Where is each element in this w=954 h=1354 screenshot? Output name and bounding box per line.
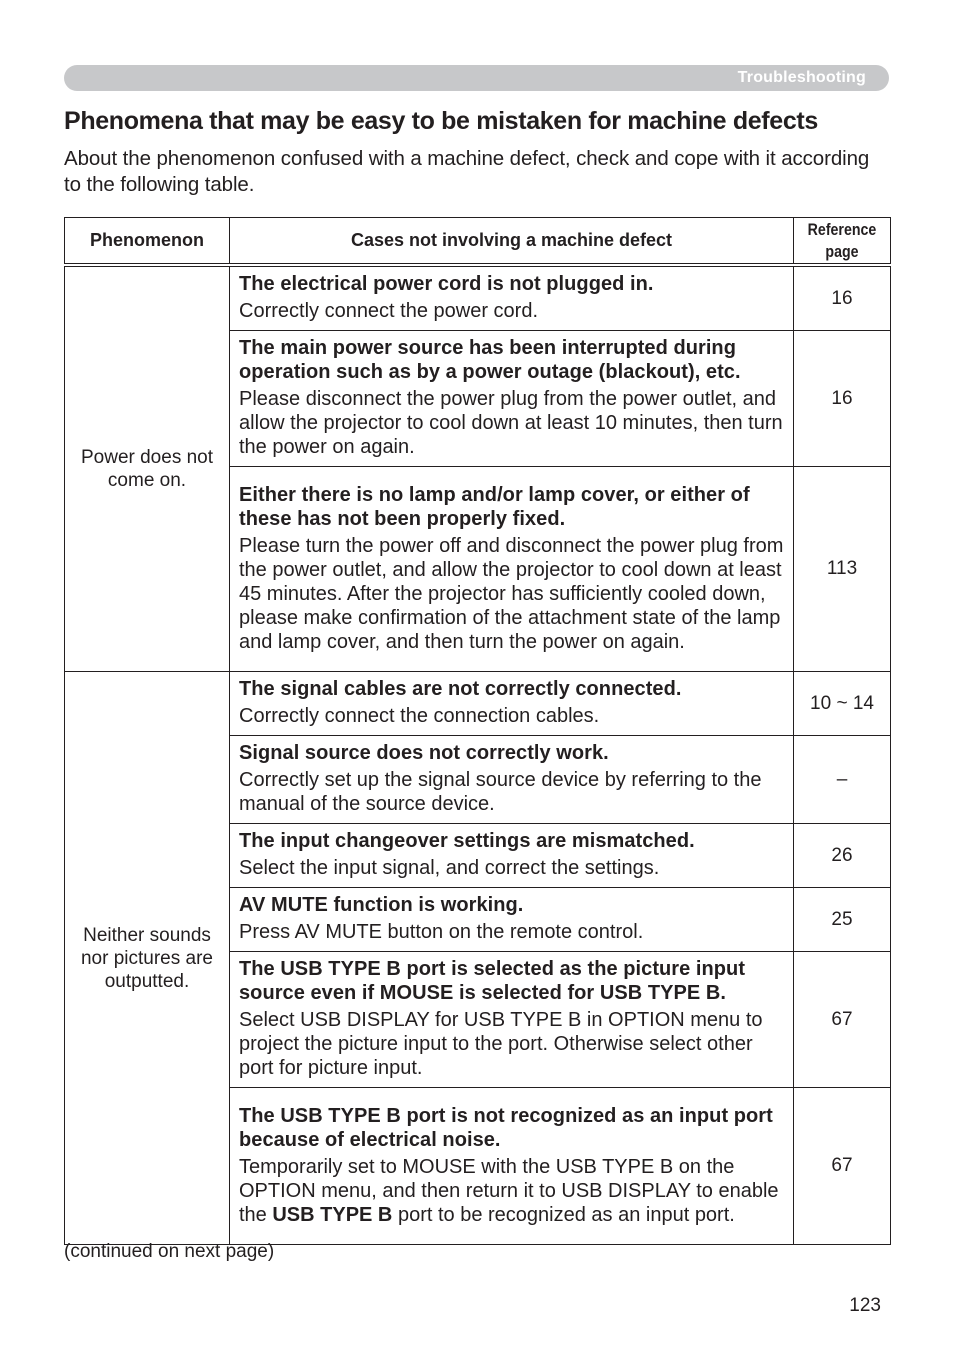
case-cell bbox=[230, 265, 794, 331]
case-action: Correctly connect the power cord. bbox=[239, 300, 539, 322]
case-title: The input changeover settings are mismatched. bbox=[239, 830, 695, 852]
page-title: Phenomena that may be easy to be mistaken for machine defects bbox=[64, 107, 818, 135]
phenomenon-cell: Power does not come on. bbox=[65, 265, 230, 672]
case-cell bbox=[230, 736, 794, 824]
case-action-text: Temporarily set to MOUSE with the USB TYPE B on the OPTION menu, and then return it to USB DISPLAY to enable the bbox=[239, 1155, 779, 1226]
troubleshooting-table bbox=[64, 217, 891, 1245]
case-action: Correctly set up the signal source device by referring to the manual of the source device. bbox=[239, 769, 762, 815]
section-label: Troubleshooting bbox=[737, 69, 866, 86]
case-title: The USB TYPE B port is selected as the picture input source even if MOUSE is selected for USB TYPE B. bbox=[239, 958, 746, 1004]
page-number: 123 bbox=[849, 1295, 881, 1316]
table-row bbox=[65, 672, 891, 736]
case-action bbox=[239, 1155, 785, 1227]
case-action: Select USB DISPLAY for USB TYPE B in OPTION menu to project the picture input to the port. Otherwise select other port for picture input. bbox=[239, 1009, 763, 1079]
reference-page: – bbox=[794, 736, 891, 824]
column-header-cases: Cases not involving a machine defect bbox=[230, 218, 794, 266]
case-cell bbox=[230, 467, 794, 672]
case-title: The signal cables are not correctly connected. bbox=[239, 678, 682, 700]
case-action: Select the input signal, and correct the settings. bbox=[239, 857, 660, 879]
case-action: Please turn the power off and disconnect the power plug from the power outlet, and allow the projector to cool down at least 45 minutes. After the projector has sufficiently cooled down, please make confirmation of the attachment state of the lamp and lamp cover, and then turn the power on again. bbox=[239, 534, 784, 653]
section-header-bar bbox=[64, 65, 889, 91]
case-action-text: port to be recognized as an input port. bbox=[392, 1203, 735, 1226]
column-header-phenomenon: Phenomenon bbox=[65, 218, 230, 266]
case-action-emphasis: USB TYPE B bbox=[272, 1203, 393, 1226]
column-header-reference bbox=[794, 218, 891, 266]
table-header-row bbox=[65, 218, 891, 266]
case-action: Press AV MUTE button on the remote control. bbox=[239, 921, 644, 943]
case-cell bbox=[230, 952, 794, 1088]
reference-page: 25 bbox=[794, 888, 891, 952]
reference-page: 10 ~ 14 bbox=[794, 672, 891, 736]
reference-page: 67 bbox=[794, 952, 891, 1088]
case-cell bbox=[230, 672, 794, 736]
case-title: AV MUTE function is working. bbox=[239, 894, 524, 916]
case-title: Signal source does not correctly work. bbox=[239, 742, 609, 764]
table-row bbox=[65, 265, 891, 331]
case-action: Correctly connect the connection cables. bbox=[239, 705, 600, 727]
case-title: The electrical power cord is not plugged in. bbox=[239, 273, 654, 295]
reference-page: 113 bbox=[794, 467, 891, 672]
case-cell bbox=[230, 888, 794, 952]
reference-page: 67 bbox=[794, 1088, 891, 1245]
reference-page: 26 bbox=[794, 824, 891, 888]
reference-page: 16 bbox=[794, 331, 891, 467]
case-title: The USB TYPE B port is not recognized as an input port because of electrical noise. bbox=[239, 1104, 773, 1151]
case-cell bbox=[230, 824, 794, 888]
reference-page: 16 bbox=[794, 265, 891, 331]
intro-paragraph: About the phenomenon confused with a machine defect, check and cope with it according to the following table. bbox=[64, 147, 870, 196]
continued-note: (continued on next page) bbox=[64, 1241, 275, 1262]
reference-page-label: Reference page bbox=[807, 220, 877, 261]
case-title: Either there is no lamp and/or lamp cover, or either of these has not been properly fixed. bbox=[239, 483, 750, 530]
case-title: The main power source has been interrupted during operation such as by a power outage (blackout), etc. bbox=[239, 337, 741, 383]
case-cell bbox=[230, 1088, 794, 1245]
case-action: Please disconnect the power plug from the power outlet, and allow the projector to cool down at least 10 minutes, then turn the power on again. bbox=[239, 388, 783, 458]
case-cell bbox=[230, 331, 794, 467]
phenomenon-cell: Neither sounds nor pictures are outputted. bbox=[65, 672, 230, 1245]
